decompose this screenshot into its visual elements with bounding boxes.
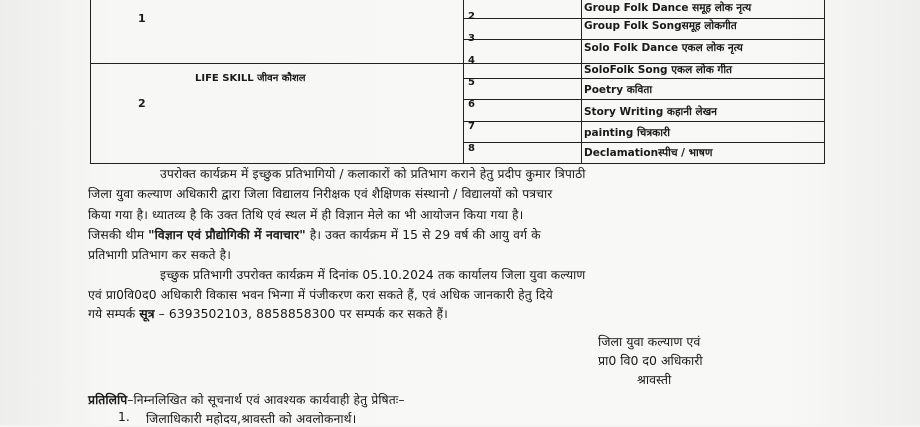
activities-table bbox=[90, 0, 825, 164]
activity-item: Poetry कविता bbox=[584, 84, 653, 96]
item-number: 7 bbox=[468, 121, 475, 132]
row-number: 2 bbox=[138, 97, 146, 110]
copy-item: जिलाधिकारी महोदय,श्रावस्ती को अवलोकनार्थ। bbox=[146, 412, 357, 426]
contact-numbers: – 6393502103, 8858858300 पर सम्पर्क कर सकते हैं। bbox=[154, 307, 448, 321]
paragraph-line: जिला युवा कल्याण अधिकारी द्वारा जिला विद्यालय निरीक्षक एवं शैक्षिणक संस्थानो / विद्यालयों को पत्रचार bbox=[88, 187, 553, 201]
paragraph-line: एवं प्रा0वि0द0 अधिकारी विकास भवन भिन्गा में पंजीकरण करा सकते हैं, एवं अधिक जानकारी हेतु दिये bbox=[88, 288, 553, 302]
table-rule bbox=[463, 99, 824, 100]
text-segment: जिसकी थीम bbox=[88, 228, 149, 242]
table-rule bbox=[463, 78, 824, 79]
category-label: LIFE SKILL जीवन कौशल bbox=[195, 73, 306, 84]
table-rule bbox=[463, 121, 824, 122]
row-number: 1 bbox=[138, 12, 146, 25]
table-rule bbox=[463, 142, 824, 143]
copy-to-line bbox=[88, 391, 405, 408]
copy-heading: प्रतिलिपि bbox=[88, 393, 128, 407]
table-divider bbox=[463, 0, 464, 163]
activity-item: Story Writing कहानी लेखन bbox=[584, 106, 718, 118]
paragraph-line: उपरोक्त कार्यक्रम में इच्छुक प्रतिभागियो / कलाकारों को प्रतिभाग कराने हेतु प्रदीप कुमार त्रिपाठी bbox=[160, 167, 586, 181]
item-number: 8 bbox=[468, 143, 475, 154]
paragraph-line: किया गया है। ध्यातव्य है कि उक्त तिथि एवं स्थल में ही विज्ञान मेले का भी आयोजन किया गया है। bbox=[88, 208, 524, 222]
item-number: 3 bbox=[468, 33, 475, 44]
theme-text: "विज्ञान एवं प्रौद्योगिकी में नवाचार" bbox=[148, 228, 306, 242]
item-number: 6 bbox=[468, 99, 475, 110]
item-number: 5 bbox=[468, 77, 475, 88]
copy-intro: –निम्नलिखित को सूचनार्थ एवं आवश्यक कार्यवाही हेतु प्रेषितः– bbox=[127, 393, 405, 407]
signature-line: प्रा0 वि0 द0 अधिकारी bbox=[598, 353, 703, 368]
signature-line: श्रावस्ती bbox=[637, 372, 672, 387]
paragraph-line: प्रतिभागी प्रतिभाग कर सकते है। bbox=[88, 248, 232, 262]
table-divider bbox=[581, 0, 582, 163]
copy-item-number: 1. bbox=[118, 410, 130, 424]
signature-line: जिला युवा कल्याण एवं bbox=[598, 334, 701, 349]
text-segment: है। उक्त कार्यक्रम में 15 से 29 वर्ष की आयु वर्ग के bbox=[305, 228, 541, 242]
contact-label: सूत्र bbox=[139, 307, 155, 321]
activity-item: Group Folk Songसमूह लोकगीत bbox=[584, 20, 737, 32]
activity-item: Solo Folk Dance एकल लोक नृत्य bbox=[584, 42, 743, 54]
item-number: 2 bbox=[468, 11, 475, 22]
activity-item: SoloFolk Song एकल लोक गीत bbox=[584, 64, 733, 76]
paragraph-line bbox=[88, 305, 448, 322]
activity-item: Declamationस्पीच / भाषण bbox=[584, 147, 713, 159]
activity-item: painting चित्रकारी bbox=[584, 127, 670, 139]
text-segment: गये सम्पर्क bbox=[88, 307, 140, 321]
table-rule bbox=[463, 39, 824, 40]
paragraph-line: इच्छुक प्रतिभागी उपरोक्त कार्यक्रम में दिनांक 05.10.2024 तक कार्यालय जिला युवा कल्याण bbox=[160, 268, 586, 282]
item-number: 4 bbox=[468, 55, 475, 66]
paragraph-line bbox=[88, 226, 541, 243]
activity-item: Group Folk Dance समूह लोक नृत्य bbox=[584, 2, 752, 14]
